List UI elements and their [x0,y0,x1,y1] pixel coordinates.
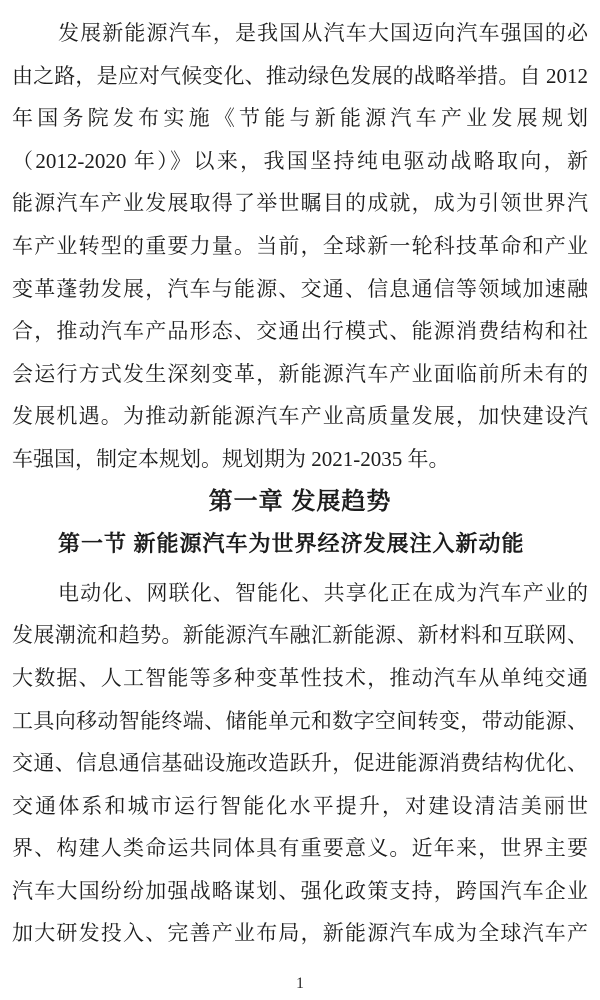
paragraph-line: 工具向移动智能终端、储能单元和数字空间转变，带动能源、 [12,708,588,733]
paragraph-line: 变革蓬勃发展，汽车与能源、交通、信息通信等领域加速融 [12,276,588,301]
paragraph-line: 交通、信息通信基础设施改造跃升，促进能源消费结构优化、 [12,751,588,776]
paragraph-line: 发展机遇。为推动新能源汽车产业高质量发展，加快建设汽 [12,404,588,429]
paragraph-line: 大数据、人工智能等多种变革性技术，推动汽车从单纯交通 [12,665,588,690]
paragraph-line: 年国务院发布实施《节能与新能源汽车产业发展规划 [12,106,588,131]
paragraph-line: 合，推动汽车产品形态、交通出行模式、能源消费结构和社 [12,319,588,344]
paragraph-line: 界、构建人类命运共同体具有重要意义。近年来，世界主要 [12,836,588,861]
paragraph-line: 会运行方式发生深刻变革，新能源汽车产业面临前所未有的 [12,361,588,386]
paragraph-line: 汽车大国纷纷加强战略谋划、强化政策支持，跨国汽车企业 [12,878,588,903]
paragraph-line: 电动化、网联化、智能化、共享化正在成为汽车产业的 [58,580,588,605]
paragraph-line: 能源汽车产业发展取得了举世瞩目的成就，成为引领世界汽 [12,191,588,216]
paragraph-line: 车强国，制定本规划。规划期为 2021-2035 年。 [12,446,450,471]
paragraph-line: 交通体系和城市运行智能化水平提升，对建设清洁美丽世 [12,793,588,818]
chapter-heading: 第一章 发展趋势 [208,487,392,515]
paragraph-line: 由之路，是应对气候变化、推动绿色发展的战略举措。自 2012 [12,63,588,88]
paragraph-line: 加大研发投入、完善产业布局，新能源汽车成为全球汽车产 [12,921,588,946]
intro-paragraph [12,12,588,481]
paragraph-line: 车产业转型的重要力量。当前，全球新一轮科技革命和产业 [12,233,588,258]
paragraph-line: 发展新能源汽车，是我国从汽车大国迈向汽车强国的必 [58,21,588,45]
paragraph-line: （2012-2020 年）》以来，我国坚持纯电驱动战略取向，新 [12,148,588,173]
paragraph-line: 发展潮流和趋势。新能源汽车融汇新能源、新材料和互联网、 [12,623,588,648]
page-number: 1 [296,975,304,992]
section-heading: 第一节 新能源汽车为世界经济发展注入新动能 [58,531,525,557]
section-paragraph [12,572,588,955]
